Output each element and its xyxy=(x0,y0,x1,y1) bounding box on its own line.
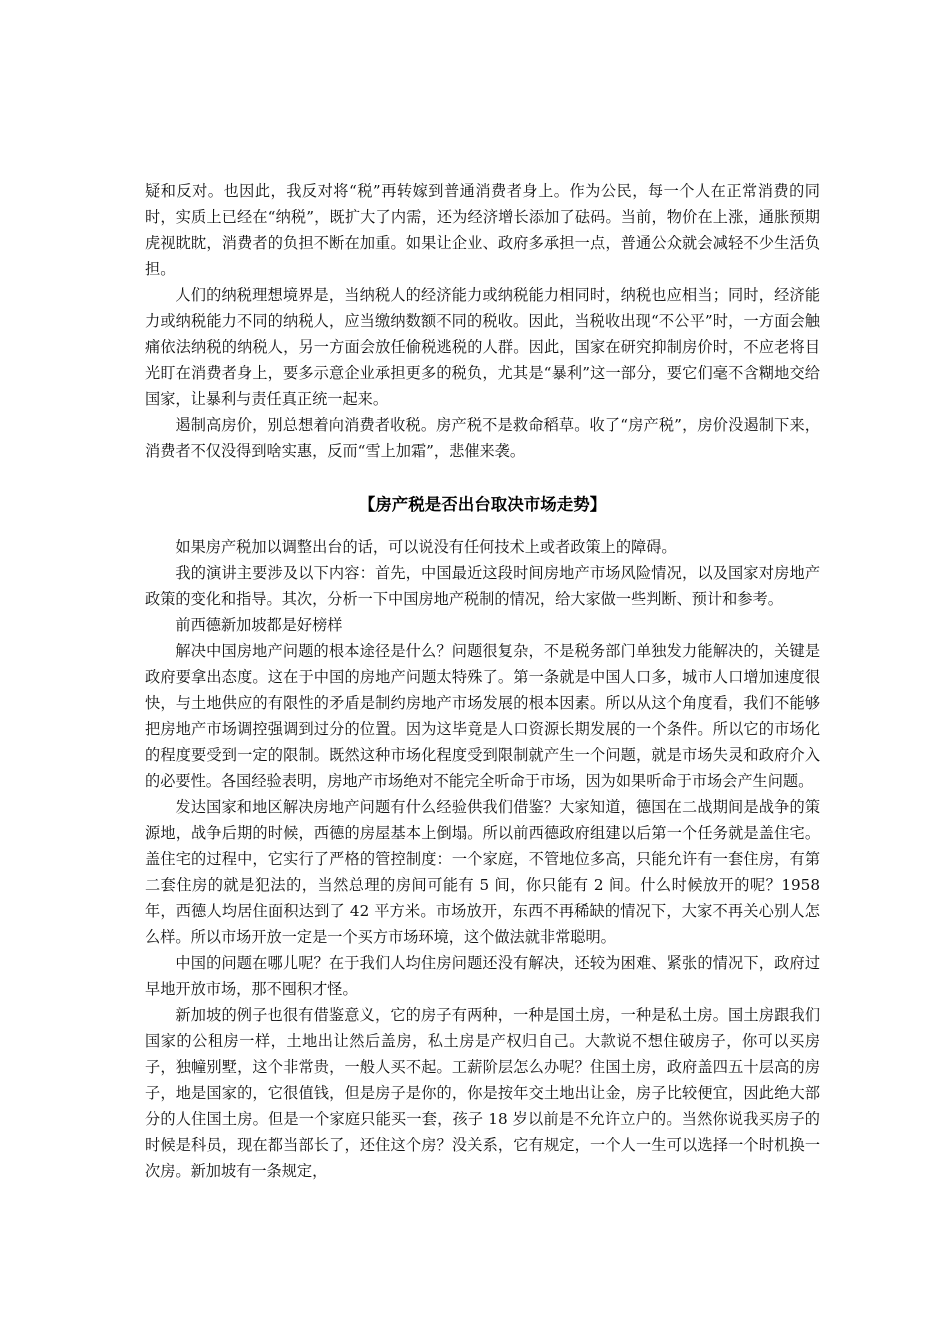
paragraph-china-problem: 中国的问题在哪儿呢？在于我们人均住房问题还没有解决，还较为困难、紧张的情况下，政府过早地开放市场，那不囤积才怪。 xyxy=(145,954,820,998)
paragraph-subheading-examples: 前西德新加坡都是好榜样 xyxy=(175,616,343,634)
paragraph-singapore-example: 新加坡的例子也很有借鉴意义，它的房子有两种，一种是国土房，一种是私土房。国土房跟我们国家的公租房一样，土地出让然后盖房，私土房是产权归自己。大款说不想住破房子，你可以买房子，独幢别墅，这个非常贵，一般人买不起。工薪阶层怎么办呢？住国土房，政府盖四五十层高的房子，地是国家的，它很值钱，但是房子是你的，你是按年交土地出让金，房子比较便宜，因此绝大部分的人住国土房。但是一个家庭只能买一套，孩子 18 岁以前是不允许立户的。当然你说我买房子的时候是科员，现在都当部长了，还住这个房？没关系，它有规定，一个人一生可以选择一个时机换一次房。新加坡有一条规定， xyxy=(145,1006,820,1180)
paragraph-tax-ideal: 人们的纳税理想境界是，当纳税人的经济能力或纳税能力相同时，纳税也应相当；同时，经济能力或纳税能力不同的纳税人，应当缴纳数额不同的税收。因此，当税收出现“不公平”时，一方面会触痛依法纳税的纳税人，另一方面会放任偷税逃税的人群。因此，国家在研究抑制房价时，不应老将目光盯在消费者身上，要多示意企业承担更多的税负，尤其是“暴利”这一部分，要它们毫不含糊地交给国家，让暴利与责任真正统一起来。 xyxy=(145,286,820,408)
document-page xyxy=(145,178,820,1184)
paragraph-speech-outline: 我的演讲主要涉及以下内容：首先，中国最近这段时间房地产市场风险情况，以及国家对房地产政策的变化和指导。其次，分析一下中国房地产税制的情况，给大家做一些判断、预计和参考。 xyxy=(145,564,820,608)
paragraph-curb-prices: 遏制高房价，别总想着向消费者收税。房产税不是救命稻草。收了“房产税”，房价没遏制下来，消费者不仅没得到啥实惠，反而“雪上加霜”，悲催来袭。 xyxy=(145,416,820,460)
section-consumer-tax xyxy=(145,178,820,464)
paragraph-no-obstacle: 如果房产税加以调整出台的话，可以说没有任何技术上或者政策上的障碍。 xyxy=(175,538,677,556)
section-market-trend xyxy=(145,534,820,1184)
paragraph-continuation: 疑和反对。也因此，我反对将“税”再转嫁到普通消费者身上。作为公民，每一个人在正常消费的同时，实质上已经在“纳税”，既扩大了内需，还为经济增长添加了砝码。当前，物价在上涨，通胀预期虎视眈眈，消费者的负担不断在加重。如果让企业、政府多承担一点，普通公众就会减轻不少生活负担。 xyxy=(145,182,820,278)
section-heading: 【房产税是否出台取决市场走势】 xyxy=(358,495,607,514)
paragraph-root-solution: 解决中国房地产问题的根本途径是什么？问题很复杂，不是税务部门单独发力能解决的，关键是政府要拿出态度。这在于中国的房地产问题太特殊了。第一条就是中国人口多，城市人口增加速度很快，与土地供应的有限性的矛盾是制约房地产市场发展的根本因素。所以从这个角度看，我们不能够把房地产市场调控强调到过分的位置。因为这毕竟是人口资源长期发展的一个条件。所以它的市场化的程度要受到一定的限制。既然这种市场化程度受到限制就产生一个问题，就是市场失灵和政府介入的必要性。各国经验表明，房地产市场绝对不能完全听命于市场，因为如果听命于市场会产生问题。 xyxy=(145,642,820,790)
paragraph-germany-example: 发达国家和地区解决房地产问题有什么经验供我们借鉴？大家知道，德国在二战期间是战争的策源地，战争后期的时候，西德的房屋基本上倒塌。所以前西德政府组建以后第一个任务就是盖住宅。盖住宅的过程中，它实行了严格的管控制度：一个家庭，不管地位多高，只能允许有一套住房，有第二套住房的就是犯法的，当然总理的房间可能有 5 间，你只能有 2 间。什么时候放开的呢？1958 年，西德人均居住面积达到了 42 平方米。市场放开，东西不再稀缺的情况下，大家不再关心别人怎么样。所以市场开放一定是一个买方市场环境，这个做法就非常聪明。 xyxy=(145,798,820,946)
